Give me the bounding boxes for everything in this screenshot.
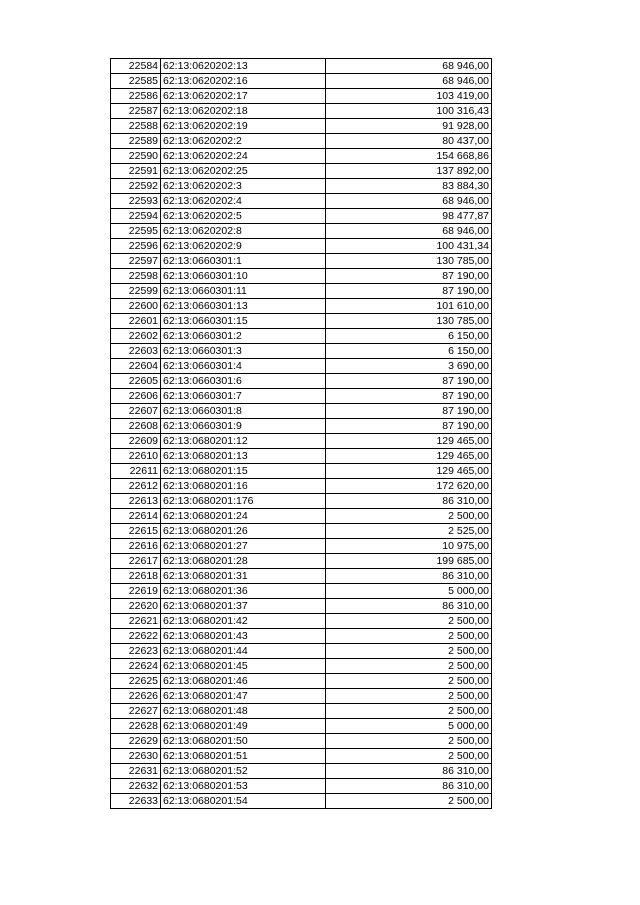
row-number-cell: 22586 (111, 89, 161, 104)
table-row (111, 344, 492, 359)
cadastral-number-cell: 62:13:0680201:36 (161, 584, 326, 599)
cadastral-number-cell: 62:13:0680201:45 (161, 659, 326, 674)
table-row (111, 749, 492, 764)
value-cell: 68 946,00 (326, 74, 492, 89)
value-cell: 86 310,00 (326, 494, 492, 509)
cadastral-number-cell: 62:13:0620202:17 (161, 89, 326, 104)
table-row (111, 254, 492, 269)
row-number-cell: 22609 (111, 434, 161, 449)
row-number-cell: 22587 (111, 104, 161, 119)
value-cell: 130 785,00 (326, 254, 492, 269)
table-row (111, 224, 492, 239)
cadastral-number-cell: 62:13:0680201:50 (161, 734, 326, 749)
cadastral-number-cell: 62:13:0660301:4 (161, 359, 326, 374)
table-row (111, 194, 492, 209)
cadastral-number-cell: 62:13:0680201:15 (161, 464, 326, 479)
cadastral-number-cell: 62:13:0620202:3 (161, 179, 326, 194)
value-cell: 68 946,00 (326, 224, 492, 239)
row-number-cell: 22629 (111, 734, 161, 749)
value-cell: 86 310,00 (326, 569, 492, 584)
cadastral-number-cell: 62:13:0620202:9 (161, 239, 326, 254)
cadastral-number-cell: 62:13:0680201:24 (161, 509, 326, 524)
table-row (111, 314, 492, 329)
cadastral-number-cell: 62:13:0680201:31 (161, 569, 326, 584)
table-row (111, 539, 492, 554)
value-cell: 91 928,00 (326, 119, 492, 134)
value-cell: 199 685,00 (326, 554, 492, 569)
table-row (111, 134, 492, 149)
data-table-body (111, 59, 492, 809)
value-cell: 2 500,00 (326, 509, 492, 524)
cadastral-number-cell: 62:13:0620202:18 (161, 104, 326, 119)
table-row (111, 59, 492, 74)
row-number-cell: 22620 (111, 599, 161, 614)
value-cell: 2 500,00 (326, 704, 492, 719)
row-number-cell: 22611 (111, 464, 161, 479)
table-row (111, 164, 492, 179)
table-row (111, 404, 492, 419)
cadastral-number-cell: 62:13:0660301:3 (161, 344, 326, 359)
row-number-cell: 22603 (111, 344, 161, 359)
row-number-cell: 22614 (111, 509, 161, 524)
value-cell: 6 150,00 (326, 329, 492, 344)
cadastral-number-cell: 62:13:0680201:44 (161, 644, 326, 659)
row-number-cell: 22604 (111, 359, 161, 374)
value-cell: 68 946,00 (326, 194, 492, 209)
cadastral-number-cell: 62:13:0660301:6 (161, 374, 326, 389)
value-cell: 2 525,00 (326, 524, 492, 539)
row-number-cell: 22633 (111, 794, 161, 809)
table-row (111, 239, 492, 254)
row-number-cell: 22595 (111, 224, 161, 239)
row-number-cell: 22632 (111, 779, 161, 794)
cadastral-number-cell: 62:13:0660301:9 (161, 419, 326, 434)
table-row (111, 764, 492, 779)
row-number-cell: 22593 (111, 194, 161, 209)
value-cell: 154 668,86 (326, 149, 492, 164)
cadastral-number-cell: 62:13:0680201:26 (161, 524, 326, 539)
value-cell: 137 892,00 (326, 164, 492, 179)
row-number-cell: 22596 (111, 239, 161, 254)
table-row (111, 119, 492, 134)
table-row (111, 419, 492, 434)
value-cell: 3 690,00 (326, 359, 492, 374)
row-number-cell: 22590 (111, 149, 161, 164)
cadastral-number-cell: 62:13:0680201:16 (161, 479, 326, 494)
cadastral-number-cell: 62:13:0620202:13 (161, 59, 326, 74)
row-number-cell: 22591 (111, 164, 161, 179)
row-number-cell: 22608 (111, 419, 161, 434)
value-cell: 87 190,00 (326, 269, 492, 284)
row-number-cell: 22585 (111, 74, 161, 89)
cadastral-number-cell: 62:13:0620202:19 (161, 119, 326, 134)
value-cell: 87 190,00 (326, 389, 492, 404)
row-number-cell: 22631 (111, 764, 161, 779)
row-number-cell: 22610 (111, 449, 161, 464)
row-number-cell: 22592 (111, 179, 161, 194)
value-cell: 129 465,00 (326, 449, 492, 464)
row-number-cell: 22613 (111, 494, 161, 509)
row-number-cell: 22616 (111, 539, 161, 554)
table-row (111, 674, 492, 689)
value-cell: 2 500,00 (326, 614, 492, 629)
row-number-cell: 22621 (111, 614, 161, 629)
table-row (111, 524, 492, 539)
cadastral-number-cell: 62:13:0660301:15 (161, 314, 326, 329)
table-row (111, 584, 492, 599)
table-row (111, 149, 492, 164)
cadastral-number-cell: 62:13:0680201:52 (161, 764, 326, 779)
table-row (111, 554, 492, 569)
row-number-cell: 22625 (111, 674, 161, 689)
table-row (111, 644, 492, 659)
value-cell: 2 500,00 (326, 644, 492, 659)
table-row (111, 599, 492, 614)
row-number-cell: 22627 (111, 704, 161, 719)
cadastral-number-cell: 62:13:0660301:7 (161, 389, 326, 404)
row-number-cell: 22601 (111, 314, 161, 329)
row-number-cell: 22600 (111, 299, 161, 314)
cadastral-number-cell: 62:13:0680201:54 (161, 794, 326, 809)
table-row (111, 329, 492, 344)
value-cell: 87 190,00 (326, 404, 492, 419)
table-row (111, 794, 492, 809)
table-row (111, 734, 492, 749)
cadastral-number-cell: 62:13:0620202:8 (161, 224, 326, 239)
cadastral-number-cell: 62:13:0680201:49 (161, 719, 326, 734)
row-number-cell: 22615 (111, 524, 161, 539)
cadastral-number-cell: 62:13:0620202:2 (161, 134, 326, 149)
value-cell: 87 190,00 (326, 284, 492, 299)
value-cell: 100 431,34 (326, 239, 492, 254)
row-number-cell: 22628 (111, 719, 161, 734)
value-cell: 5 000,00 (326, 584, 492, 599)
data-table (110, 58, 492, 809)
table-row (111, 209, 492, 224)
table-row (111, 74, 492, 89)
cadastral-number-cell: 62:13:0660301:8 (161, 404, 326, 419)
cadastral-number-cell: 62:13:0680201:12 (161, 434, 326, 449)
value-cell: 103 419,00 (326, 89, 492, 104)
table-row (111, 89, 492, 104)
cadastral-number-cell: 62:13:0680201:176 (161, 494, 326, 509)
row-number-cell: 22617 (111, 554, 161, 569)
cadastral-number-cell: 62:13:0680201:48 (161, 704, 326, 719)
table-row (111, 704, 492, 719)
cadastral-number-cell: 62:13:0660301:2 (161, 329, 326, 344)
cadastral-number-cell: 62:13:0680201:27 (161, 539, 326, 554)
row-number-cell: 22622 (111, 629, 161, 644)
table-row (111, 449, 492, 464)
value-cell: 129 465,00 (326, 464, 492, 479)
cadastral-number-cell: 62:13:0680201:46 (161, 674, 326, 689)
row-number-cell: 22605 (111, 374, 161, 389)
table-row (111, 464, 492, 479)
table-row (111, 494, 492, 509)
value-cell: 87 190,00 (326, 374, 492, 389)
value-cell: 98 477,87 (326, 209, 492, 224)
value-cell: 172 620,00 (326, 479, 492, 494)
table-row (111, 269, 492, 284)
cadastral-number-cell: 62:13:0680201:53 (161, 779, 326, 794)
cadastral-number-cell: 62:13:0660301:1 (161, 254, 326, 269)
row-number-cell: 22624 (111, 659, 161, 674)
cadastral-number-cell: 62:13:0660301:13 (161, 299, 326, 314)
value-cell: 86 310,00 (326, 599, 492, 614)
table-row (111, 689, 492, 704)
row-number-cell: 22618 (111, 569, 161, 584)
cadastral-number-cell: 62:13:0660301:10 (161, 269, 326, 284)
cadastral-number-cell: 62:13:0680201:28 (161, 554, 326, 569)
value-cell: 2 500,00 (326, 674, 492, 689)
cadastral-number-cell: 62:13:0620202:25 (161, 164, 326, 179)
value-cell: 10 975,00 (326, 539, 492, 554)
cadastral-number-cell: 62:13:0620202:4 (161, 194, 326, 209)
cadastral-number-cell: 62:13:0680201:37 (161, 599, 326, 614)
value-cell: 2 500,00 (326, 749, 492, 764)
row-number-cell: 22598 (111, 269, 161, 284)
row-number-cell: 22612 (111, 479, 161, 494)
cadastral-number-cell: 62:13:0680201:13 (161, 449, 326, 464)
row-number-cell: 22619 (111, 584, 161, 599)
row-number-cell: 22589 (111, 134, 161, 149)
row-number-cell: 22599 (111, 284, 161, 299)
table-row (111, 779, 492, 794)
table-row (111, 299, 492, 314)
value-cell: 2 500,00 (326, 689, 492, 704)
row-number-cell: 22588 (111, 119, 161, 134)
value-cell: 86 310,00 (326, 779, 492, 794)
table-row (111, 374, 492, 389)
value-cell: 2 500,00 (326, 659, 492, 674)
table-row (111, 719, 492, 734)
table-row (111, 359, 492, 374)
row-number-cell: 22607 (111, 404, 161, 419)
value-cell: 5 000,00 (326, 719, 492, 734)
row-number-cell: 22584 (111, 59, 161, 74)
value-cell: 68 946,00 (326, 59, 492, 74)
value-cell: 101 610,00 (326, 299, 492, 314)
table-row (111, 479, 492, 494)
cadastral-number-cell: 62:13:0620202:16 (161, 74, 326, 89)
cadastral-number-cell: 62:13:0680201:43 (161, 629, 326, 644)
value-cell: 87 190,00 (326, 419, 492, 434)
row-number-cell: 22630 (111, 749, 161, 764)
row-number-cell: 22606 (111, 389, 161, 404)
cadastral-number-cell: 62:13:0680201:42 (161, 614, 326, 629)
value-cell: 80 437,00 (326, 134, 492, 149)
row-number-cell: 22626 (111, 689, 161, 704)
table-row (111, 509, 492, 524)
value-cell: 6 150,00 (326, 344, 492, 359)
value-cell: 2 500,00 (326, 734, 492, 749)
cadastral-number-cell: 62:13:0620202:24 (161, 149, 326, 164)
table-row (111, 434, 492, 449)
row-number-cell: 22594 (111, 209, 161, 224)
value-cell: 2 500,00 (326, 794, 492, 809)
row-number-cell: 22602 (111, 329, 161, 344)
value-cell: 2 500,00 (326, 629, 492, 644)
table-row (111, 284, 492, 299)
value-cell: 83 884,30 (326, 179, 492, 194)
cadastral-number-cell: 62:13:0660301:11 (161, 284, 326, 299)
value-cell: 100 316,43 (326, 104, 492, 119)
cadastral-number-cell: 62:13:0620202:5 (161, 209, 326, 224)
table-row (111, 104, 492, 119)
cadastral-number-cell: 62:13:0680201:51 (161, 749, 326, 764)
table-row (111, 389, 492, 404)
table-row (111, 569, 492, 584)
table-row (111, 659, 492, 674)
table-row (111, 179, 492, 194)
cadastral-number-cell: 62:13:0680201:47 (161, 689, 326, 704)
table-row (111, 629, 492, 644)
row-number-cell: 22597 (111, 254, 161, 269)
value-cell: 129 465,00 (326, 434, 492, 449)
value-cell: 130 785,00 (326, 314, 492, 329)
table-row (111, 614, 492, 629)
row-number-cell: 22623 (111, 644, 161, 659)
value-cell: 86 310,00 (326, 764, 492, 779)
